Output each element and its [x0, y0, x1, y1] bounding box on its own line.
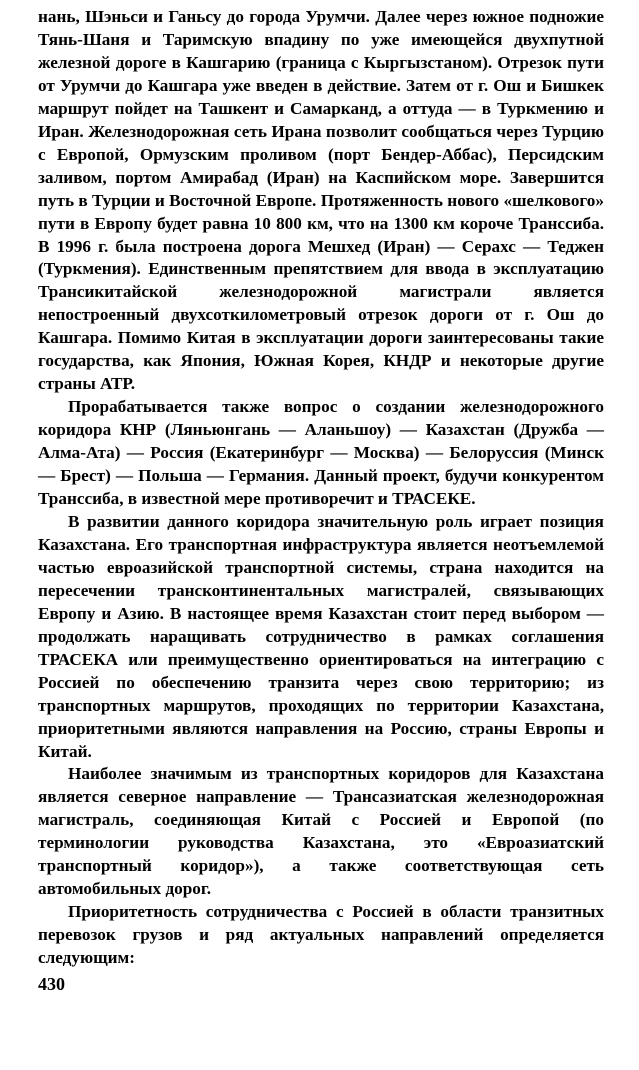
- paragraph-5: Приоритетность сотрудничества с Россией в области транзитных перевозок грузов и ряд актуальных направлений определяется следующим:: [38, 902, 604, 968]
- paragraph-4: Наиболее значимым из транспортных коридоров для Казахстана является северное направление — Трансазиатская железнодорожная магистраль, соединяющая Китай с Россией и Европой (по терминологии руководства Казахстана, это «Евроазиатский транспортный коридор»), а также соответствующая сеть автомобильных дорог.: [38, 764, 604, 899]
- paragraph-1: нань, Шэньси и Ганьсу до города Урумчи. Далее через южное подножие Тянь-Шаня и Таримскую впадину по уже имеющейся двухпутной железной дороге в Кашгарию (граница с Кыргызстаном). Отрезок пути от Урумчи до Кашгара уже введен в действие. Затем от г. Ош и Бишкек маршрут пойдет на Ташкент и Самарканд, а оттуда — в Туркмению и Иран. Железнодорожная сеть Ирана позволит сообщаться через Турцию с Европой, Ормузским проливом (порт Бендер-Аббас), Персидским заливом, портом Амирабад (Иран) на Каспийском море. Завершится путь в Турции и Восточной Европе. Протяженность нового «шелкового» пути в Европу будет равна 10 800 км, что на 1300 км короче Транссиба. В 1996 г. была построена дорога Мешхед (Иран) — Серахс — Теджен (Туркмения). Единственным препятствием для ввода в эксплуатацию Трансикитайской железнодорожной магистрали является непостроенный двухсоткилометровый отрезок дороги от г. Ош до Кашгара. Помимо Китая в эксплуатации дороги заинтересованы такие государства, как Япония, Южная Корея, КНДР и некоторые другие страны АТР.: [38, 7, 604, 394]
- body-text: [38, 6, 604, 970]
- paragraph-3: В развитии данного коридора значительную роль играет позиция Казахстана. Его транспортная инфраструктура является неотъемлемой частью евроазийской транспортной системы, страна находится на пересечении трансконтинентальных магистралей, связывающих Европу и Азию. В настоящее время Казахстан стоит перед выбором — продолжать наращивать сотрудничество в рамках соглашения ТРАСЕКА или преимущественно ориентироваться на интеграцию с Россией по обеспечению транзита через свою территорию; из транспортных маршрутов, проходящих по территории Казахстана, приоритетными являются направления на Россию, страны Европы и Китай.: [38, 511, 604, 761]
- paragraph-2: Прорабатывается также вопрос о создании железнодорожного коридора КНР (Ляньюнгань — Аланьшоу) — Казахстан (Дружба — Алма-Ата) — Россия (Екатеринбург — Москва) — Белоруссия (Минск — Брест) — Польша — Германия. Данный проект, будучи конкурентом Транссиба, в известной мере противоречит и ТРАСЕКЕ.: [38, 397, 604, 509]
- page-number: 430: [38, 974, 65, 994]
